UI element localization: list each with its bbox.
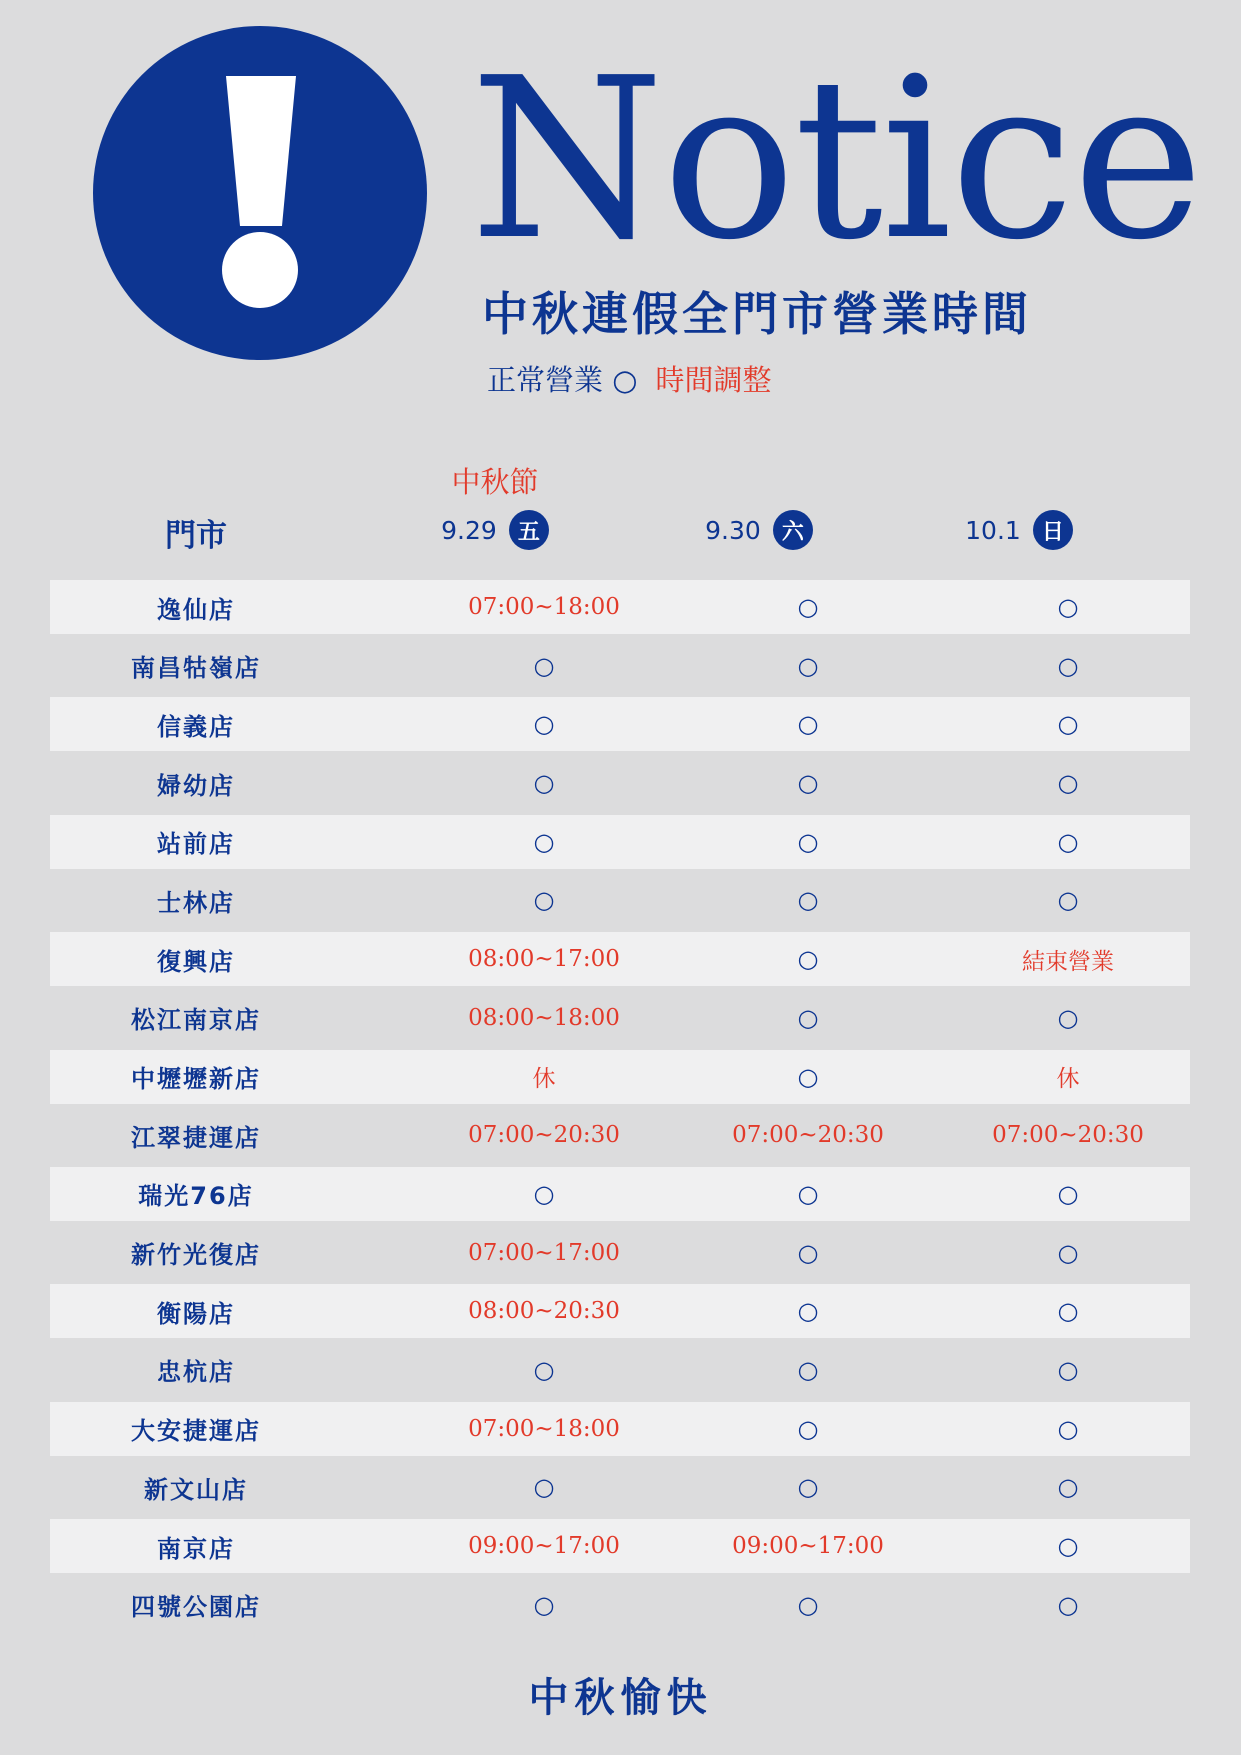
hours-cell-day-3: ○ xyxy=(1057,1238,1079,1267)
hours-cell-day-3: ○ xyxy=(1057,1532,1079,1560)
table-row xyxy=(50,639,1190,693)
store-name: 南京店 xyxy=(157,1534,235,1563)
exclamation-dot xyxy=(222,232,298,308)
table-row xyxy=(50,1226,1190,1280)
store-name: 婦幼店 xyxy=(157,771,235,800)
hours-cell-day-1: ○ xyxy=(533,710,555,739)
hours-cell-day-2: ○ xyxy=(797,1414,819,1443)
store-name: 中壢壢新店 xyxy=(131,1065,261,1093)
hours-cell-day-1: ○ xyxy=(533,827,555,856)
holiday-label: 中秋節 xyxy=(451,465,539,499)
hours-cell-day-1: ○ xyxy=(533,769,555,798)
store-name: 信義店 xyxy=(157,712,235,741)
hours-cell-day-1: 07:00~20:30 xyxy=(468,1122,620,1149)
subtitle: 中秋連假全門市營業時間 xyxy=(482,287,1032,341)
footer-greeting: 中秋愉快 xyxy=(528,1675,713,1721)
date-text: 9.29 xyxy=(441,515,497,545)
hours-cell-day-3: 結束營業 xyxy=(1022,948,1114,975)
hours-cell-day-1: ○ xyxy=(533,1473,555,1502)
store-name: 大安捷運店 xyxy=(131,1417,261,1446)
date-header-2 xyxy=(678,510,840,550)
hours-cell-day-3: 07:00~20:30 xyxy=(992,1122,1144,1149)
hours-cell-day-2: ○ xyxy=(797,945,819,974)
hours-cell-day-3: ○ xyxy=(1057,827,1079,856)
table-row xyxy=(50,697,1190,751)
page-title: Notice xyxy=(470,31,1202,289)
table-row xyxy=(50,756,1190,810)
table-row xyxy=(50,1050,1190,1104)
hours-cell-day-2: ○ xyxy=(797,651,819,680)
hours-cell-day-3: ○ xyxy=(1057,1473,1079,1502)
hours-cell-day-2: ○ xyxy=(797,1473,819,1502)
hours-cell-day-1: 07:00~17:00 xyxy=(468,1239,620,1266)
table-row xyxy=(50,1578,1190,1632)
table-row xyxy=(50,991,1190,1045)
legend-normal: 正常營業 ○ xyxy=(487,363,638,397)
hours-cell-day-1: 08:00~20:30 xyxy=(468,1298,620,1325)
hours-cell-day-1: 07:00~18:00 xyxy=(468,1415,620,1442)
store-name: 新文山店 xyxy=(144,1475,248,1504)
hours-cell-day-1: ○ xyxy=(533,1179,555,1208)
hours-cell-day-2: ○ xyxy=(797,886,819,915)
hours-cell-day-2: ○ xyxy=(797,827,819,856)
store-name: 復興店 xyxy=(157,947,235,976)
store-name: 新竹光復店 xyxy=(131,1241,261,1270)
legend xyxy=(487,358,772,399)
hours-cell-day-1: ○ xyxy=(533,886,555,915)
hours-cell-day-3: ○ xyxy=(1057,1414,1079,1443)
hours-cell-day-2: 07:00~20:30 xyxy=(732,1122,884,1149)
store-name: 站前店 xyxy=(157,830,235,859)
hours-cell-day-3: ○ xyxy=(1057,651,1079,680)
hours-cell-day-2: 09:00~17:00 xyxy=(732,1533,884,1559)
table-row xyxy=(50,1343,1190,1397)
store-name: 逸仙店 xyxy=(157,595,235,624)
hours-cell-day-3: ○ xyxy=(1057,1179,1079,1208)
table-row xyxy=(50,1167,1190,1221)
table-row xyxy=(50,1284,1190,1338)
table-row xyxy=(50,1460,1190,1514)
store-name: 四號公園店 xyxy=(131,1593,261,1622)
weekday-badge: 五 xyxy=(509,510,549,550)
date-text: 9.30 xyxy=(705,515,761,545)
hours-cell-day-2: ○ xyxy=(797,1179,819,1208)
hours-cell-day-3: ○ xyxy=(1057,769,1079,798)
hours-cell-day-1: 08:00~18:00 xyxy=(468,1004,620,1031)
table-row xyxy=(50,1402,1190,1456)
table-row xyxy=(50,1519,1190,1573)
store-name: 南昌牯嶺店 xyxy=(131,654,261,683)
hours-cell-day-2: ○ xyxy=(797,1062,819,1091)
store-name: 忠杭店 xyxy=(157,1358,235,1387)
hours-cell-day-2: ○ xyxy=(797,1355,819,1384)
hours-cell-day-3: 休 xyxy=(1056,1066,1080,1092)
store-hours-table xyxy=(50,580,1190,1636)
hours-cell-day-3: ○ xyxy=(1057,593,1079,621)
date-header-1 xyxy=(414,510,576,550)
hours-cell-day-3: ○ xyxy=(1057,1590,1079,1619)
hours-cell-day-1: ○ xyxy=(533,1355,555,1384)
table-row xyxy=(50,932,1190,986)
hours-cell-day-2: ○ xyxy=(797,1003,819,1032)
store-name: 松江南京店 xyxy=(131,1006,261,1035)
table-row xyxy=(50,815,1190,869)
hours-cell-day-2: ○ xyxy=(797,1238,819,1267)
hours-cell-day-3: ○ xyxy=(1057,710,1079,739)
hours-cell-day-2: ○ xyxy=(797,1590,819,1619)
table-row xyxy=(50,873,1190,927)
table-row xyxy=(50,1108,1190,1162)
hours-cell-day-1: 休 xyxy=(532,1066,556,1092)
hours-cell-day-1: ○ xyxy=(533,1590,555,1619)
hours-cell-day-1: 08:00~17:00 xyxy=(468,946,620,973)
table-row xyxy=(50,580,1190,634)
hours-cell-day-3: ○ xyxy=(1057,1003,1079,1032)
hours-cell-day-2: ○ xyxy=(797,1297,819,1326)
hours-cell-day-3: ○ xyxy=(1057,886,1079,915)
store-column-header: 門市 xyxy=(165,518,227,554)
date-header-3 xyxy=(938,510,1100,550)
store-name: 衡陽店 xyxy=(157,1299,235,1328)
date-text: 10.1 xyxy=(965,515,1021,545)
hours-cell-day-3: ○ xyxy=(1057,1355,1079,1384)
hours-cell-day-3: ○ xyxy=(1057,1297,1079,1326)
store-name: 江翠捷運店 xyxy=(131,1123,261,1152)
hours-cell-day-2: ○ xyxy=(797,710,819,739)
weekday-badge: 日 xyxy=(1033,510,1073,550)
hours-cell-day-1: 07:00~18:00 xyxy=(468,594,620,620)
hours-cell-day-1: 09:00~17:00 xyxy=(468,1533,620,1559)
legend-adjusted: 時間調整 xyxy=(655,363,772,397)
hours-cell-day-1: ○ xyxy=(533,651,555,680)
weekday-badge: 六 xyxy=(773,510,813,550)
store-name: 瑞光76店 xyxy=(138,1182,254,1211)
store-name: 士林店 xyxy=(157,888,235,917)
hours-cell-day-2: ○ xyxy=(797,769,819,798)
hours-cell-day-2: ○ xyxy=(797,593,819,621)
